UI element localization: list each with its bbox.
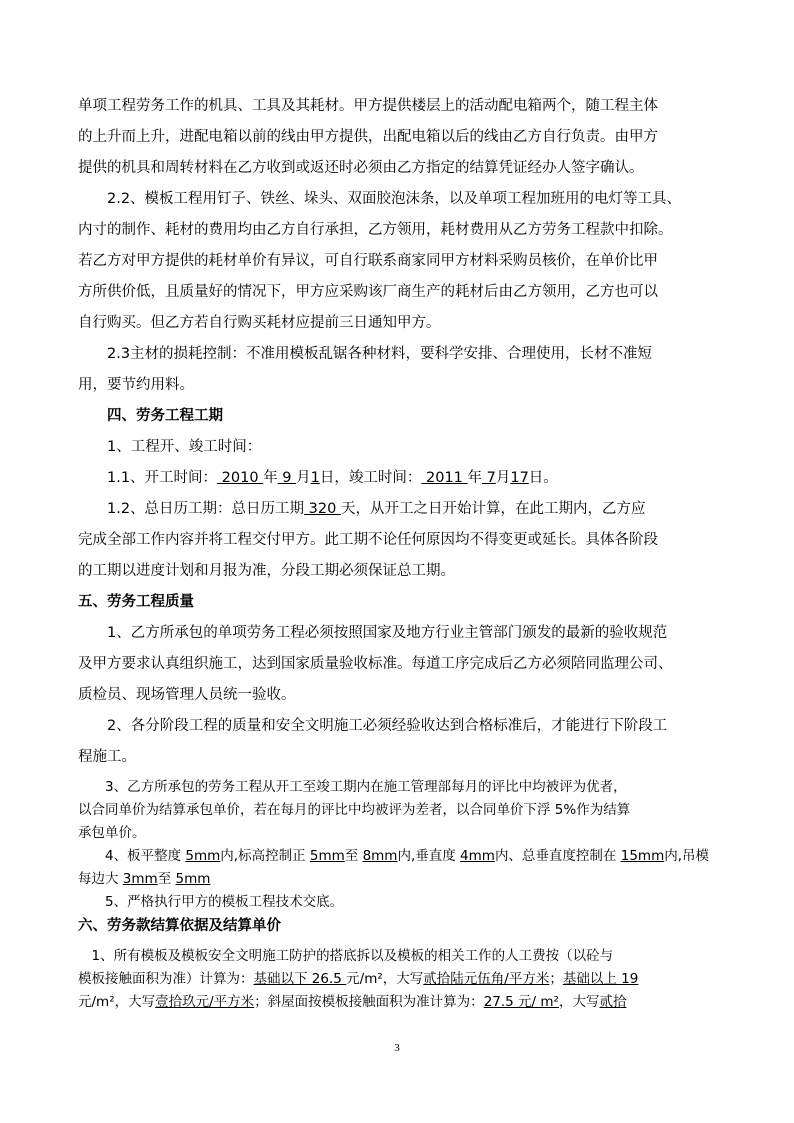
text-line: 提供的机具和周转材料在乙方收到或返还时必须由乙方指定的结算凭证经办人签字确认。 [78, 160, 644, 176]
text-line: 1、乙方所承包的单项劳务工程必须按照国家及地方行业主管部门颁发的最新的验收规范 [78, 625, 668, 641]
text-line: 若乙方对甲方提供的耗材单价有异议，可自行联系商家同甲方材料采购员核价，在单价比甲 [78, 253, 658, 269]
text-line: 4、板平整度 5mm内,标高控制正 5mm至 8mm内,垂直度 4mm内、总垂直度控制在 15mm内,吊模 [78, 848, 710, 864]
text-line: 1.1、开工时间： 2010 年 9 月1日，竣工时间： 2011 年 7月17日。 [78, 470, 558, 486]
text-line: 2.3主材的损耗控制：不准用模板乱锯各种材料，要科学安排、合理使用，长材不准短 [78, 346, 653, 362]
text-line: 2.2、模板工程用钉子、铁丝、垛头、双面胶泡沫条，以及单项工程加班用的电灯等工具、 [78, 191, 682, 207]
text-line: 内寸的制作、耗材的费用均由乙方自行承担，乙方领用，耗材费用从乙方劳务工程款中扣除。 [78, 222, 673, 238]
page-number: 3 [394, 1042, 400, 1054]
text-line: 以合同单价为结算承包单价，若在每月的评比中均被评为差者，以合同单价下浮 5%作为结算 [78, 802, 631, 818]
text-line: 模板接触面积为准）计算为：基础以下 26.5 元/m²，大写贰拾陆元伍角/平方米；基础以上 19 [78, 971, 639, 987]
text-line: 1、所有模板及模板安全文明施工防护的搭底拆以及模板的相关工作的人工费按（以砼与 [78, 948, 614, 964]
text-line: 每边大 3mm至 5mm [78, 871, 211, 887]
text-line: 5、严格执行甲方的模板工程技术交底。 [78, 894, 344, 910]
text-line: 的工期以进度计划和月报为准，分段工期必须保证总工期。 [78, 563, 455, 579]
text-line: 程施工。 [78, 749, 136, 765]
text-line: 的上升而上升，进配电箱以前的线由甲方提供，出配电箱以后的线由乙方自行负责。由甲方 [78, 129, 658, 145]
text-line: 单项工程劳务工作的机具、工具及其耗材。甲方提供楼层上的活动配电箱两个，随工程主体 [78, 98, 658, 114]
section-heading: 六、劳务款结算依据及结算单价 [78, 918, 281, 934]
text-line: 承包单价。 [78, 825, 146, 841]
section-heading: 五、劳务工程质量 [78, 594, 194, 610]
text-line: 3、乙方所承包的劳务工程从开工至竣工期内在施工管理部每月的评比中均被评为优者， [78, 779, 627, 795]
text-line: 元/m²，大写壹拾玖元/平方米；斜屋面按模板接触面积为准计算为：27.5 元/ m²，大写贰拾 [78, 994, 627, 1010]
text-line: 及甲方要求认真组织施工，达到国家质量验收标准。每道工序完成后乙方必须陪同监理公司、 [78, 656, 673, 672]
text-line: 自行购买。但乙方若自行购买耗材应提前三日通知甲方。 [78, 315, 441, 331]
text-line: 完成全部工作内容并将工程交付甲方。此工期不论任何原因均不得变更或延长。具体各阶段 [78, 532, 658, 548]
text-line: 用，要节约用料。 [78, 377, 194, 393]
text-line: 质检员、现场管理人员统一验收。 [78, 687, 296, 703]
text-line: 1.2、总日历工期：总日历工期 320 天，从开工之日开始计算，在此工期内，乙方应 [78, 501, 646, 517]
section-heading: 四、劳务工程工期 [78, 408, 223, 424]
text-line: 2、各分阶段工程的质量和安全文明施工必须经验收达到合格标准后，才能进行下阶段工 [78, 718, 668, 734]
text-line: 1、工程开、竣工时间： [78, 439, 262, 455]
text-line: 方所供价低，且质量好的情况下，甲方应采购该厂商生产的耗材后由乙方领用，乙方也可以 [78, 284, 658, 300]
